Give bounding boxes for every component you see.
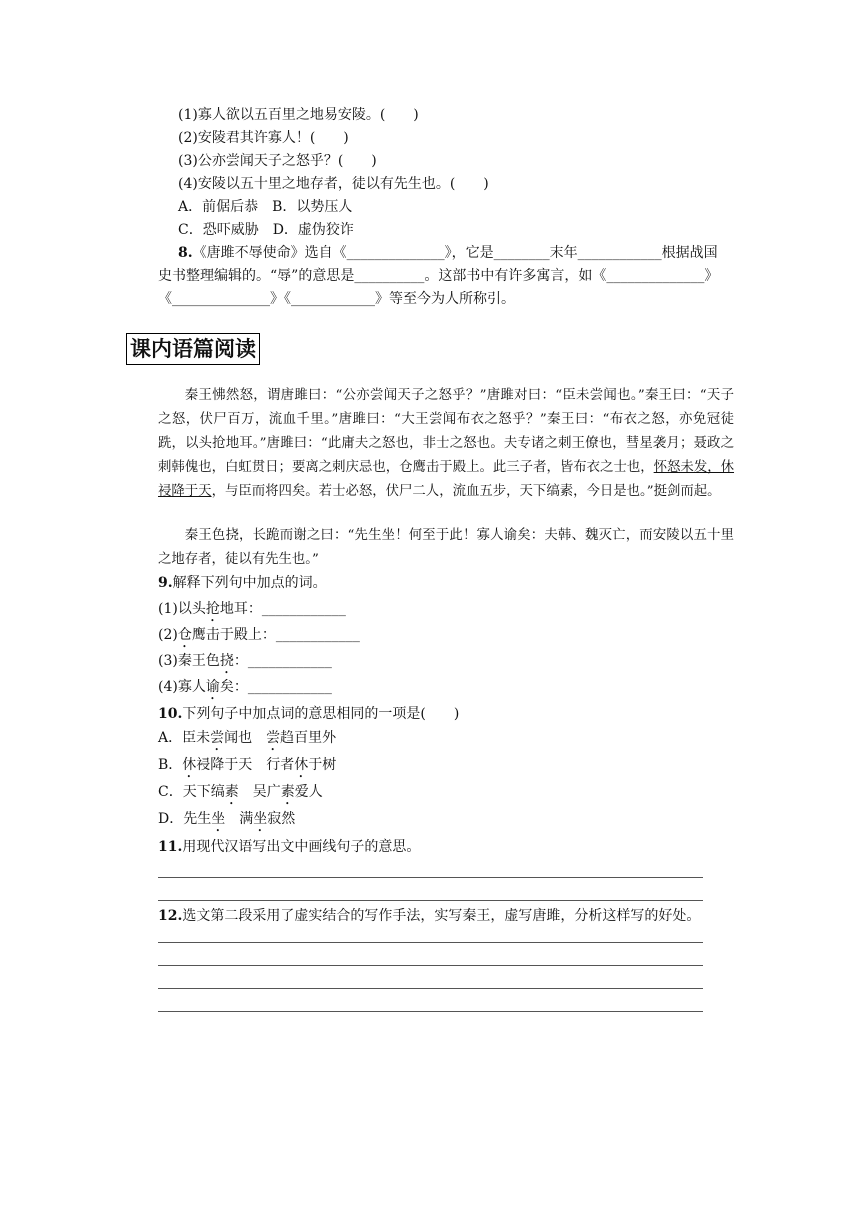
q10-option-d-dot-1: 坐 [211, 811, 226, 827]
q10-option-b-3: 于树 [308, 757, 337, 773]
q10-option-d-dot-2: 坐 [253, 811, 268, 827]
q12-answer-line-3[interactable] [158, 988, 703, 989]
q10-option-b [158, 754, 336, 781]
q7-options-ab: A．前倨后恭 B．以势压人 [178, 199, 353, 215]
q10-option-c-3: 爱人 [294, 784, 323, 800]
q10-option-d-1: D．先生 [158, 811, 212, 827]
q9-item-4-dotted: 谕 [205, 679, 220, 695]
q9-item-2 [158, 624, 360, 651]
q7-options-cd: C．恐吓威胁 D．虚伪狡诈 [178, 222, 354, 238]
q9-item-3-pre: (3)秦王色 [158, 653, 220, 669]
q9-title-text: 解释下列句中加点的词。 [172, 575, 327, 591]
q12-answer-line-1[interactable] [158, 942, 703, 943]
q9-item-1 [158, 598, 346, 625]
q11-answer-line-1[interactable] [158, 877, 703, 878]
q12-answer-line-2[interactable] [158, 965, 703, 966]
q10-option-c [158, 781, 323, 808]
q9-number: 9. [158, 575, 173, 591]
q10-option-a-1: A．臣未 [158, 730, 211, 746]
q12-answer-line-4[interactable] [158, 1011, 703, 1012]
q10-option-c-1: C．天下缟 [158, 784, 225, 800]
q9-item-4 [158, 676, 332, 703]
q9-item-4-pre: (4)寡人 [158, 679, 206, 695]
q7-item-2: (2)安陵君其许寡人！( ) [178, 130, 349, 146]
q10-option-d-3: 寂然 [267, 811, 296, 827]
q10-option-c-dot-2: 素 [280, 784, 295, 800]
q8-line-3: 《______________》《____________》等至今为人所称引。 [158, 291, 515, 307]
q8-line-1 [178, 242, 718, 264]
passage-p1-text: 秦王怫然怒，谓唐雎曰：“公亦尝闻天子之怒乎？”唐雎对曰：“臣未尝闻也。”秦王曰：“天子之怒，伏尸百万，流血千里。”唐雎曰：“大王尝闻布衣之怒乎？”秦王曰：“布衣之怒，亦免冠徒跣，以头抢地耳。”唐雎曰：“此庸夫之怒也，非士之怒也。夫专诸之刺王僚也，彗星袭月；聂政之刺韩傀也，白虹贯日；要离之刺庆忌也，仓鹰击于殿上。此三子者，皆布衣之士也， [158, 388, 734, 475]
q10-number: 10. [158, 706, 183, 722]
q8-text-1: 《唐雎不辱使命》选自《______________》，它是________末年____________根据战国 [192, 245, 718, 261]
section-title: 课内语篇阅读 [126, 333, 260, 365]
q12-title [158, 905, 700, 927]
q12-number: 12. [158, 908, 183, 924]
q10-option-c-dot-1: 素 [224, 784, 239, 800]
q10-option-b-2: 祲降于天 行者 [196, 757, 295, 773]
q10-option-b-dot-2: 休 [294, 757, 309, 773]
q10-option-a-dot-1: 尝 [210, 730, 225, 746]
q8-number: 8. [178, 245, 193, 261]
q9-item-3 [158, 650, 332, 677]
passage-underlined-sentence: 怀怒未发，休祲降于天 [158, 460, 735, 499]
q11-number: 11. [158, 839, 183, 855]
passage-p1-end: ，与臣而将四矣。若士必怒，伏尸二人，流血五步，天下缟素，今日是也。”挺剑而起。 [211, 484, 721, 499]
q7-item-4: (4)安陵以五十里之地存者，徒以有先生也。( ) [178, 176, 489, 192]
q8-line-2: 史书整理编辑的。“辱”的意思是__________。这部书中有许多寓言，如《______________》 [158, 268, 719, 284]
q11-answer-line-2[interactable] [158, 900, 703, 901]
q10-title [158, 703, 459, 725]
q12-title-text: 选文第二段采用了虚实结合的写作手法，实写秦王，虚写唐雎，分析这样写的好处。 [182, 908, 701, 924]
q9-item-2-pre: (2) [158, 627, 178, 643]
q10-option-c-2: 吴广 [238, 784, 281, 800]
q10-option-a-3: 趋百里外 [280, 730, 337, 746]
q9-item-1-post: 地耳：____________ [219, 601, 346, 617]
q7-item-3: (3)公亦尝闻天子之怒乎？( ) [178, 153, 377, 169]
q11-title [158, 836, 420, 858]
q9-item-3-post: ：____________ [233, 653, 332, 669]
q9-item-1-dotted: 抢 [205, 601, 220, 617]
q10-title-text: 下列句子中加点词的意思相同的一项是( ) [182, 706, 460, 722]
q9-item-2-dotted: 仓 [177, 627, 192, 643]
q9-item-3-dotted: 挠 [219, 653, 234, 669]
q10-option-b-dot-1: 休 [182, 757, 197, 773]
q10-option-a [158, 727, 336, 754]
passage-paragraph-1 [158, 384, 734, 504]
passage-paragraph-2: 秦王色挠，长跪而谢之曰：“先生坐！何至于此！寡人谕矣：夫韩、魏灭亡，而安陵以五十里之地存者，徒以有先生也。” [158, 528, 734, 567]
q10-option-b-1: B． [158, 757, 183, 773]
q7-item-1: (1)寡人欲以五百里之地易安陵。( ) [178, 107, 419, 123]
q9-title [158, 572, 327, 594]
q10-option-a-dot-2: 尝 [266, 730, 281, 746]
q10-option-a-2: 闻也 [224, 730, 267, 746]
q9-item-4-post: 矣：____________ [219, 679, 332, 695]
q9-item-1-pre: (1)以头 [158, 601, 206, 617]
q9-item-2-post: 鹰击于殿上：____________ [191, 627, 360, 643]
q10-option-d [158, 808, 295, 835]
q11-title-text: 用现代汉语写出文中画线句子的意思。 [182, 839, 421, 855]
q10-option-d-2: 满 [225, 811, 254, 827]
